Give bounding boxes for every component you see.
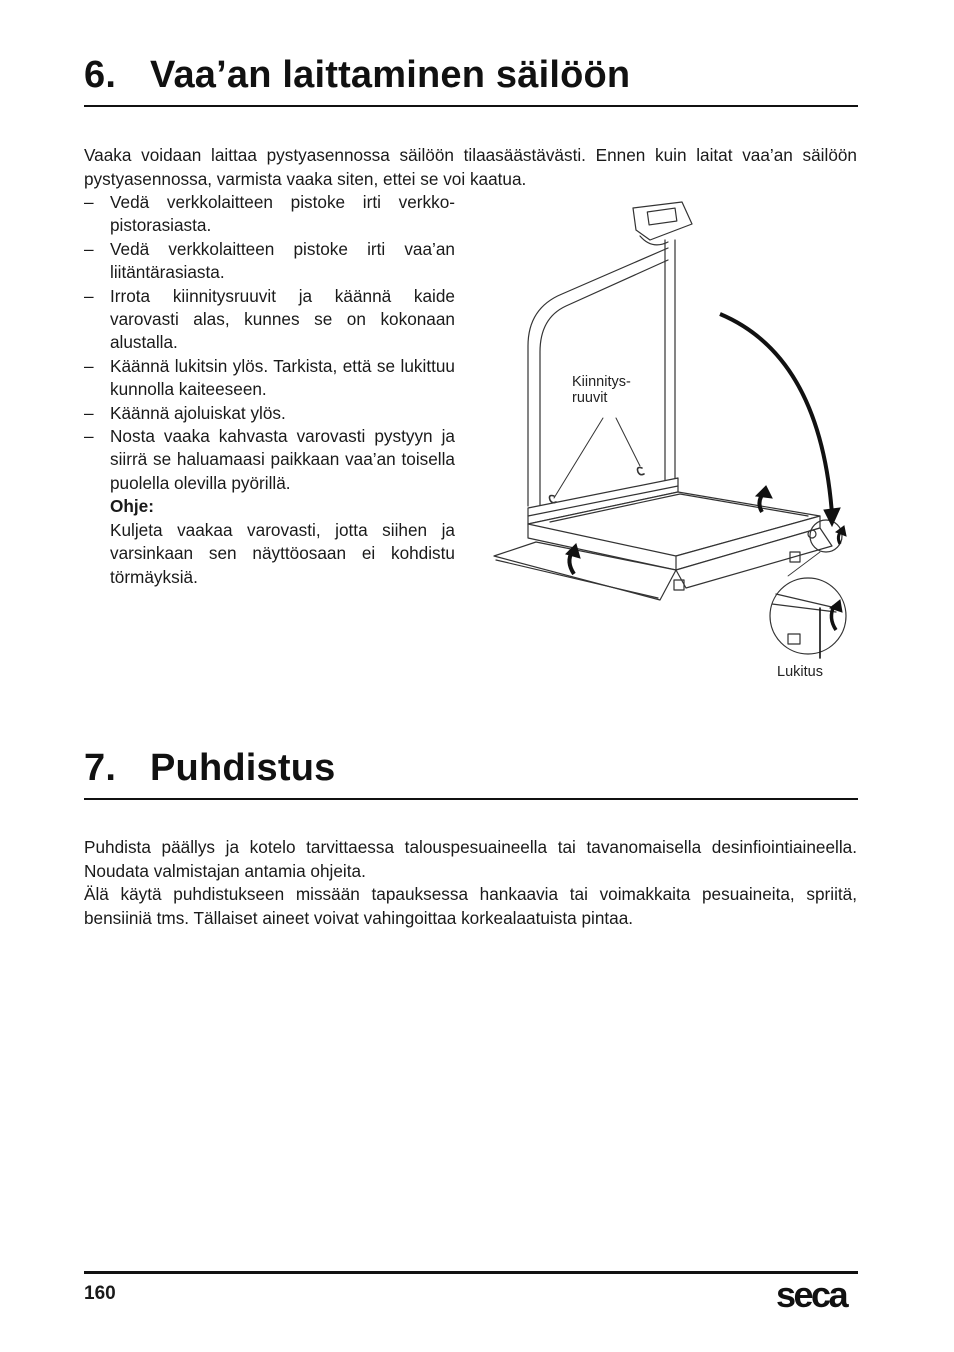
section-6-steps bbox=[84, 191, 455, 589]
label-fixing-screws: Kiinnitys- ruuvit bbox=[572, 374, 631, 406]
section-6-title: Vaa’an laittaminen säilöön bbox=[150, 54, 631, 96]
footer-rule bbox=[84, 1271, 858, 1274]
section-7-number: 7. bbox=[84, 747, 117, 789]
list-item: – Nosta vaaka kahvasta varovasti pystyyn ja siirrä se haluamaasi paikkaan vaa’an toisella puolella olevilla pyörillä. bbox=[84, 426, 455, 493]
section-7-rule bbox=[84, 798, 858, 800]
section-7-paragraph-2: Älä käytä puhdistukseen missään tapauksessa hankaavia tai voimakkaita pesuaineita, spriitä, bensiiniä tms. Tällaiset aineet voivat vahingoittaa korkealaatuista pintaa. bbox=[84, 884, 857, 928]
label-lock: Lukitus bbox=[777, 664, 823, 680]
seca-logo bbox=[776, 1276, 860, 1314]
svg-text:seca: seca bbox=[776, 1276, 847, 1314]
list-item: – Käännä lukitsin ylös. Tarkista, että se lukittuu kunnolla kaiteeseen. bbox=[84, 355, 455, 400]
scale-storage-figure bbox=[490, 196, 860, 696]
section-7-paragraph-1: Puhdista päällys ja kotelo tarvittaessa talouspesuaineella tai tavanomaisella desinfiointiaineella. Noudata valmistajan antamia ohjeita. bbox=[84, 837, 857, 881]
scale-illustration bbox=[490, 196, 860, 696]
note-block bbox=[84, 495, 455, 589]
list-item: – Vedä verkkolaitteen pistoke irti verkko-pistorasiasta. bbox=[84, 192, 455, 236]
display-head bbox=[633, 202, 692, 240]
list-item: – Vedä verkkolaitteen pistoke irti vaa’an liitäntärasiasta. bbox=[84, 238, 455, 283]
section-6-heading bbox=[84, 54, 630, 97]
page-number: 160 bbox=[84, 1283, 116, 1304]
list-item: – Irrota kiinnitysruuvit ja käännä kaide varovasti alas, kunnes se on kokonaan alustalla. bbox=[84, 285, 455, 353]
section-7-heading bbox=[84, 747, 335, 790]
section-6-rule bbox=[84, 105, 858, 107]
note-title: Ohje: bbox=[110, 496, 154, 517]
section-6-number: 6. bbox=[84, 54, 117, 96]
list-item: – Käännä ajoluiskat ylös. bbox=[84, 402, 286, 423]
note-text: Kuljeta vaakaa varovasti, jotta siihen ja varsinkaan sen näyttöosaan ei kohdistu törmäyksiä. bbox=[110, 519, 455, 587]
section-7-title: Puhdistus bbox=[150, 747, 336, 789]
section-6-intro: Vaaka voidaan laittaa pystyasennossa säilöön tilaasäästävästi. Ennen kuin laitat vaa’an säilöön pystyasennossa, varmista vaaka siten, ettei se voi kaatua. bbox=[84, 145, 857, 189]
